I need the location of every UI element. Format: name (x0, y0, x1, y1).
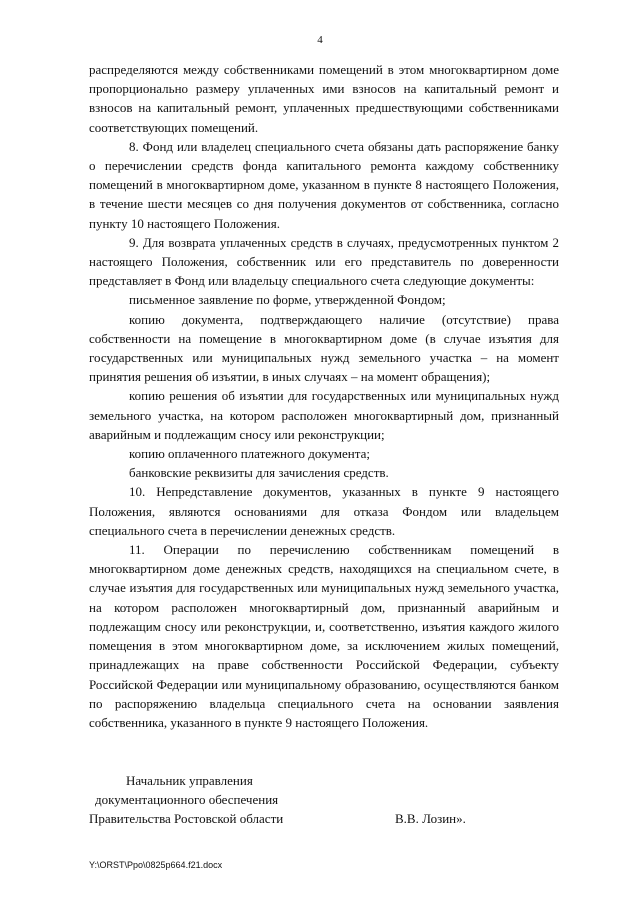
document-body (89, 60, 559, 732)
paragraph: 9. Для возврата уплаченных средств в случаях, предусмотренных пунктом 2 настоящего Положения, собственник или его представитель по доверенности представляет в Фонд или владельцу специального счета следующие документы: (89, 234, 559, 289)
page-number: 4 (317, 34, 323, 46)
paragraph: 8. Фонд или владелец специального счета обязаны дать распоряжение банку о перечислении средств фонда капитального ремонта каждому собственнику помещений в многоквартирном доме, указанном в пункте 8 настоящего Положения, в течение шести месяцев со дня получения документов от собственника, согласно пункту 10 настоящего Положения. (89, 138, 559, 231)
signature-title-line3: Правительства Ростовской области (89, 811, 284, 826)
signatory-name: В.В. Лозин». (395, 811, 466, 826)
paragraph: 11. Операции по перечислению собственникам помещений в многоквартирном доме денежных средств, находящихся на специальном счете, в случае изъятия для государственных или муниципальных нужд земельного участка, на котором расположен многоквартирный дом, признанный аварийным и подлежащим сносу или реконструкции, и, соответственно, изъятия каждого жилого помещения в этом многоквартирном доме, за исключением жилых помещений, принадлежащих на праве собственности Российской Федерации, субъекту Российской Федерации или муниципальному образованию, осуществляются банком по распоряжению владельца специального счета на основании заявления собственника, указанного в пункте 9 настоящего Положения. (89, 542, 559, 730)
paragraph: распределяются между собственниками помещений в этом многоквартирном доме пропорционально размеру уплаченных ими взносов на капитальный ремонт и взносов на капитальный ремонт, уплаченных предшествующими собственниками соответствующих помещений. (89, 62, 559, 135)
signature-title-line2: документационного обеспечения (95, 792, 279, 807)
paragraph: копию оплаченного платежного документа; (129, 446, 370, 462)
signature-block (89, 771, 559, 828)
paragraph: копию документа, подтверждающего наличие (отсутствие) права собственности на помещение в многоквартирном доме (в случае изъятия для государственных или муниципальных нужд земельного участка – на момент принятия решения об изъятии, в иных случаях – на момент обращения); (89, 311, 559, 385)
paragraph: 10. Непредставление документов, указанных в пункте 9 настоящего Положения, являются основаниями для отказа Фондом или владельцем специального счета в перечислении денежных средств. (89, 484, 559, 538)
paragraph: копию решения об изъятии для государственных или муниципальных нужд земельного участка, на котором расположен многоквартирный дом, признанный аварийным и подлежащим сносу или реконструкции; (89, 388, 559, 442)
file-path-footer: Y:\ORST\Ppo\0825p664.f21.docx (89, 860, 223, 870)
signature-title-line1: Начальник управления (126, 773, 253, 788)
paragraph: письменное заявление по форме, утвержденной Фондом; (129, 292, 446, 308)
paragraph: банковские реквизиты для зачисления средств. (129, 465, 389, 481)
